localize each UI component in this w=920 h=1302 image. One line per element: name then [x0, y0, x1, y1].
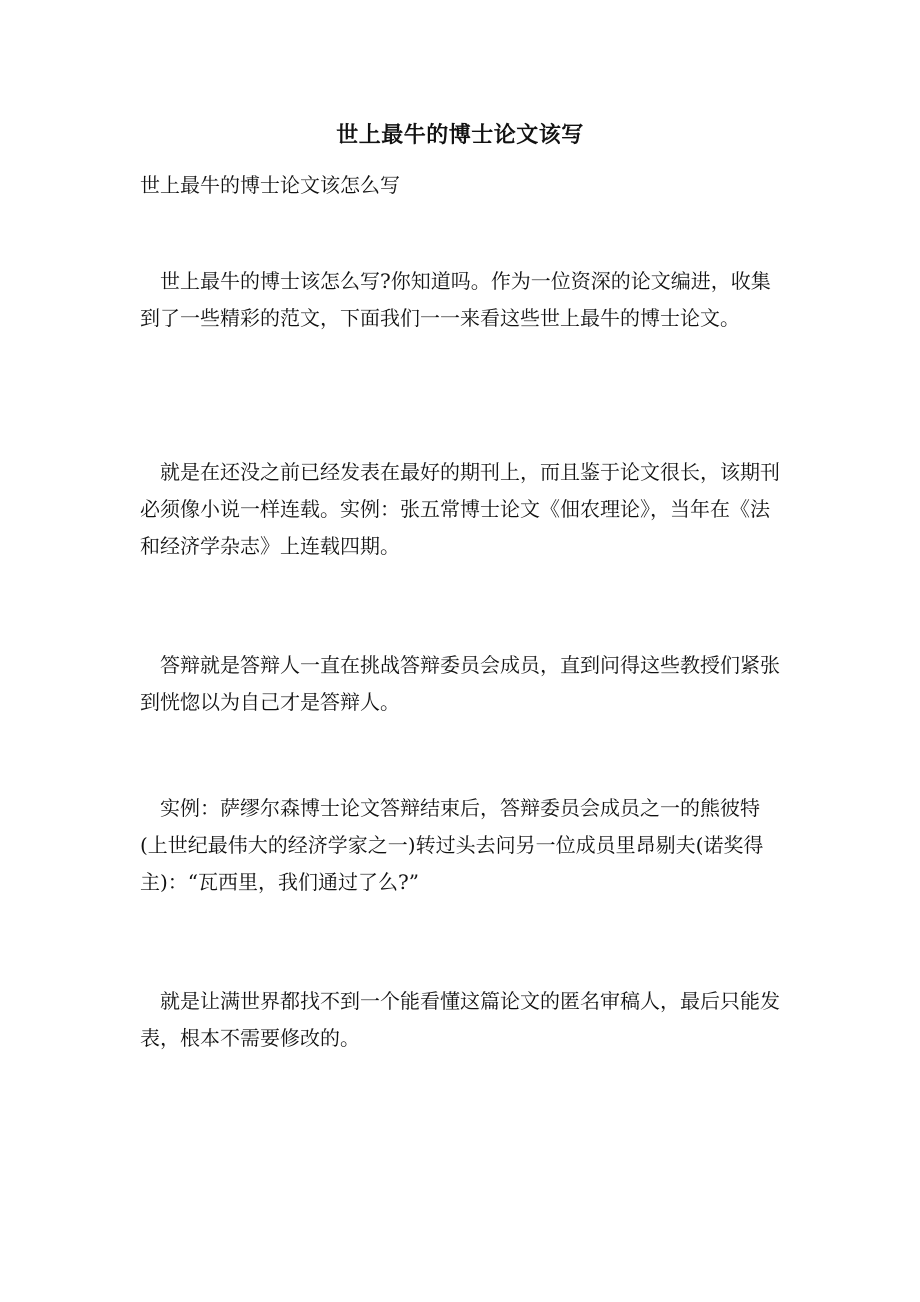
document-title: 世上最牛的博士论文该写: [336, 122, 584, 148]
paragraph-3: 答辩就是答辩人一直在挑战答辩委员会成员，直到问得这些教授们紧张到恍惚以为自己才是答辩人。: [140, 653, 780, 714]
paragraph-4: 实例：萨缪尔森博士论文答辩结束后，答辩委员会成员之一的熊彼特(上世纪最伟大的经济学家之一)转过头去问另一位成员里昂剔夫(诺奖得主)：“瓦西里，我们通过了么?”: [140, 796, 764, 894]
paragraph-5: 就是让满世界都找不到一个能看懂这篇论文的匿名审稿人，最后只能发表，根本不需要修改的。: [140, 989, 780, 1050]
paragraph-2: 就是在还没之前已经发表在最好的期刊上，而且鉴于论文很长，该期刊必须像小说一样连载。实例：张五常博士论文《佃农理论》，当年在《法和经济学杂志》上连载四期。: [140, 460, 780, 558]
paragraph-1: 世上最牛的博士该怎么写?你知道吗。作为一位资深的论文编进，收集到了一些精彩的范文，下面我们一一来看这些世上最牛的博士论文。: [140, 269, 771, 330]
document-subtitle: 世上最牛的博士论文该怎么写: [140, 173, 400, 197]
